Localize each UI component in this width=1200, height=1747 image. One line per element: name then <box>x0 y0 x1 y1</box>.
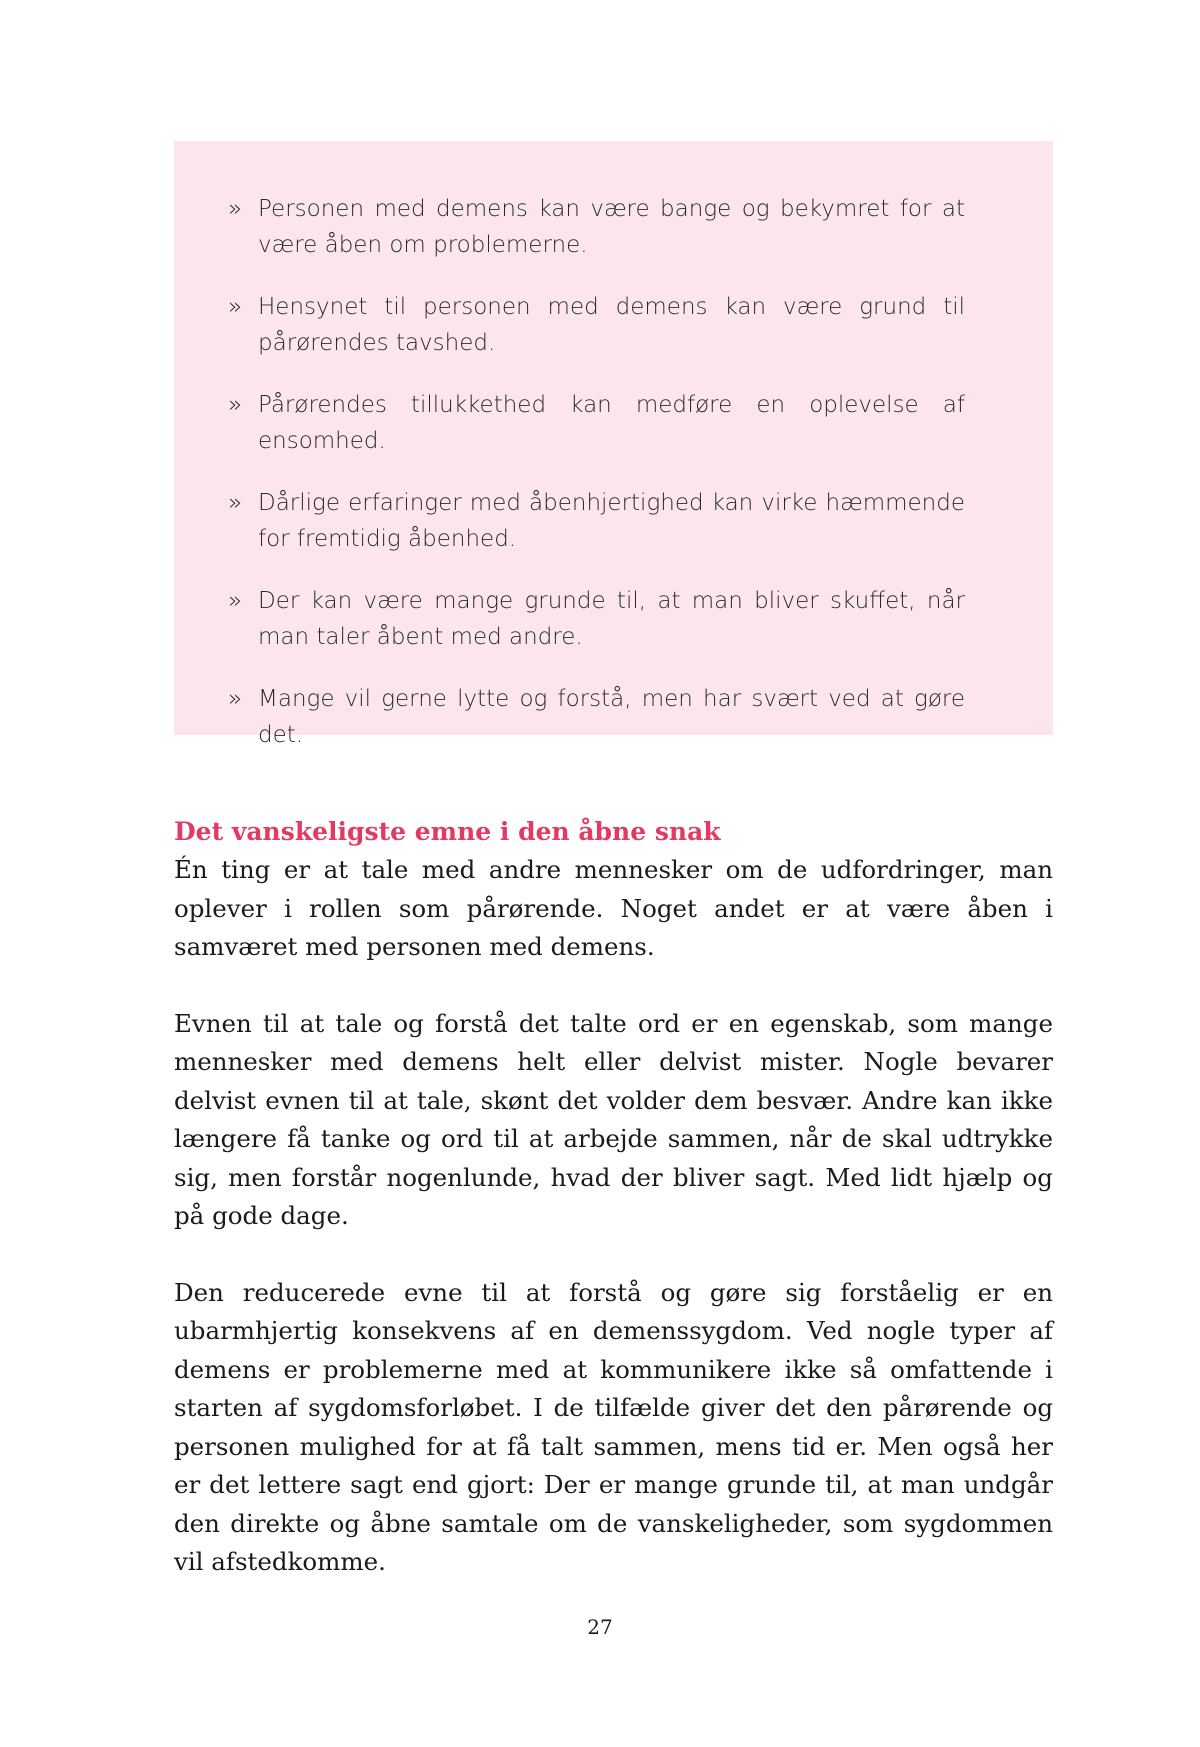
bullet-marker: » <box>228 490 243 516</box>
bullet-text: Hensynet til personen med demens kan være grund til pårørendes tavshed. <box>258 294 965 356</box>
bullet-text: Personen med demens kan være bange og bekymret for at være åben om problemerne. <box>258 196 965 258</box>
article-section <box>174 813 1053 1620</box>
callout-bullet-list <box>228 191 965 753</box>
bullet-marker: » <box>228 392 243 418</box>
body-paragraph: Evnen til at tale og forstå det talte ord er en egenskab, som mange mennesker med demens helt eller delvist mister. Nogle bevarer delvist evnen til at tale, skønt det volder dem besvær. Andre kan ikke længere få tanke og ord til at arbejde sammen, når de skal udtrykke sig, men forstår nogenlunde, hvad der bliver sagt. Med lidt hjælp og på gode dage. <box>174 1008 1053 1230</box>
page-number: 27 <box>587 1615 613 1639</box>
bullet-text: Mange vil gerne lytte og forstå, men har svært ved at gøre det. <box>258 686 965 748</box>
bullet-text: Pårørendes tillukkethed kan medføre en oplevelse af ensomhed. <box>258 392 965 454</box>
bullet-marker: » <box>228 588 243 614</box>
bullet-text: Dårlige erfaringer med åbenhjertighed kan virke hæmmende for fremtidig åbenhed. <box>258 490 965 552</box>
callout-bullet-item <box>228 289 965 361</box>
bullet-marker: » <box>228 686 243 712</box>
callout-bullet-item <box>228 485 965 557</box>
callout-bullet-item <box>228 191 965 263</box>
bullet-text: Der kan være mange grunde til, at man bliver skuffet, når man taler åbent med andre. <box>258 588 965 650</box>
section-heading: Det vanskeligste emne i den åbne snak <box>174 817 721 846</box>
bullet-marker: » <box>228 196 243 222</box>
callout-bullet-item <box>228 387 965 459</box>
callout-bullet-item <box>228 681 965 753</box>
body-paragraph: Den reducerede evne til at forstå og gøre sig forståelig er en ubarmhjertig konsekvens af en demenssygdom. Ved nogle typer af demens er problemerne med at kommunikere ikke så omfattende i starten af sygdomsforløbet. I de tilfælde giver det den pårørende og personen mulighed for at få talt sammen, mens tid er. Men også her er det lettere sagt end gjort: Der er mange grunde til, at man undgår den direkte og åbne samtale om de vanskeligheder, som sygdommen vil afstedkomme. <box>174 1277 1053 1576</box>
body-paragraph: Én ting er at tale med andre mennesker om de udfordringer, man oplever i rollen som pårørende. Noget andet er at være åben i samværet med personen med demens. <box>174 855 1053 961</box>
callout-box <box>174 141 1053 748</box>
bullet-marker: » <box>228 294 243 320</box>
callout-bullet-item <box>228 583 965 655</box>
